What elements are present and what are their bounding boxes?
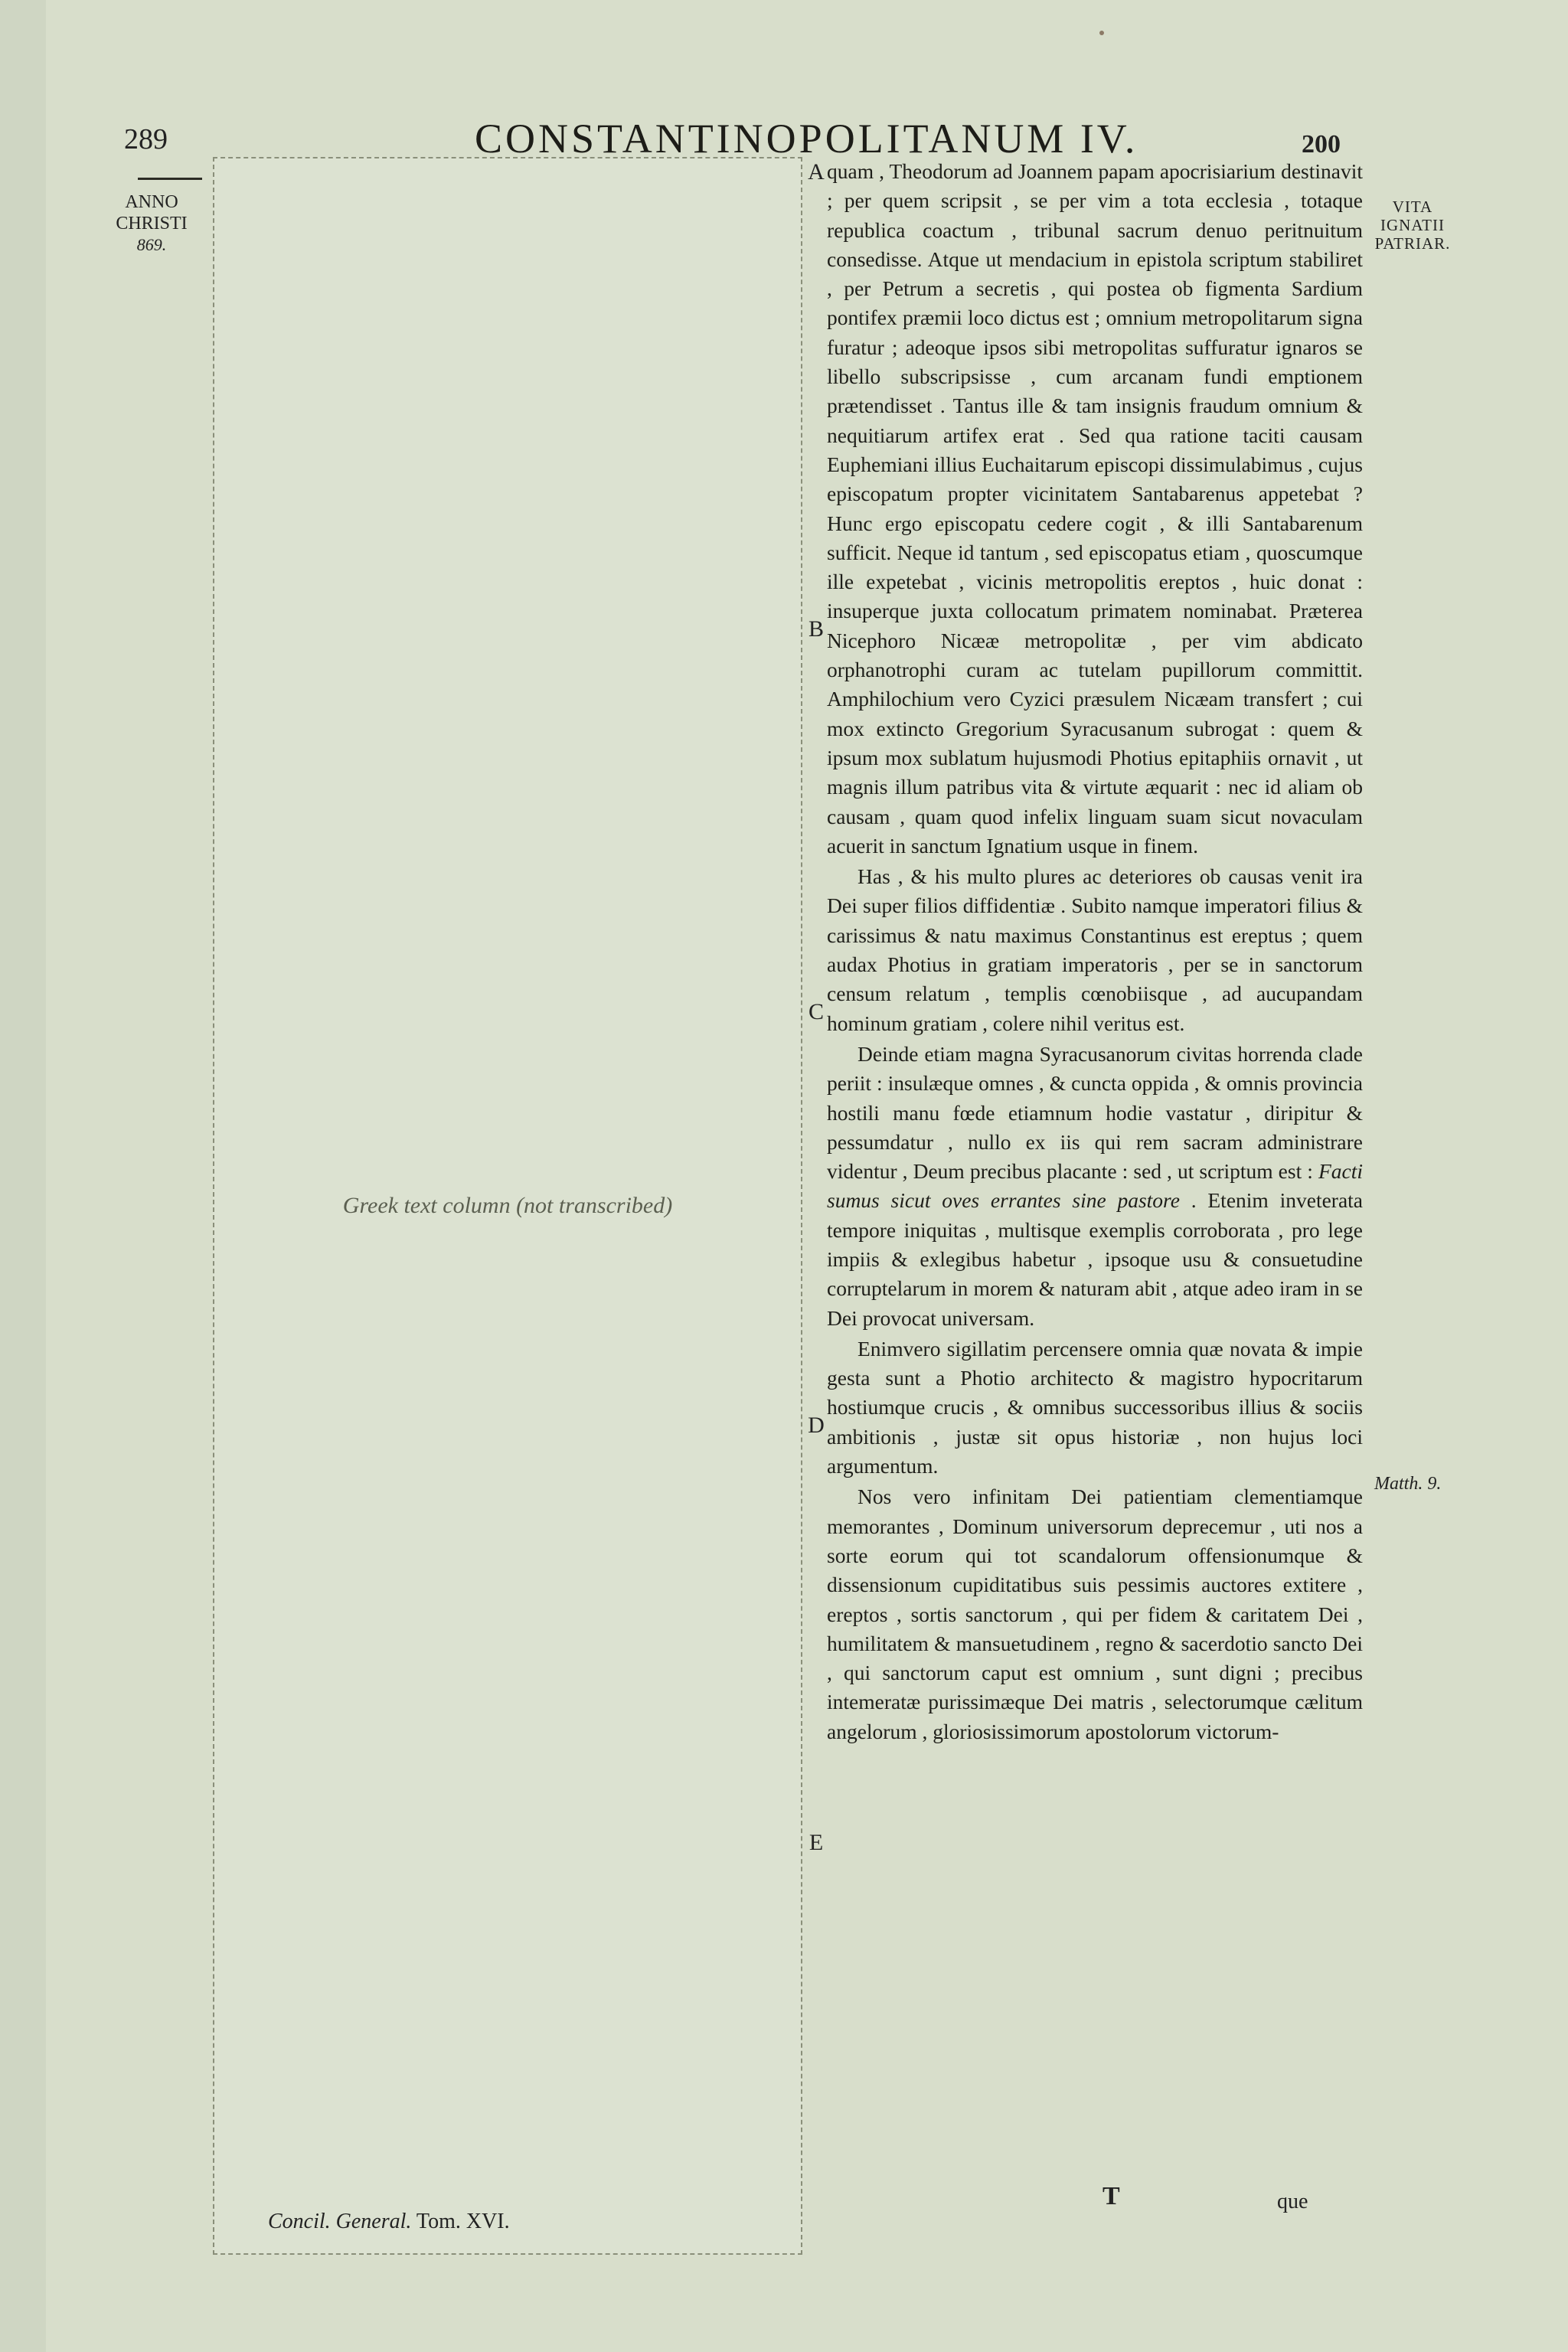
latin-paragraph-3	[827, 1040, 1363, 1333]
vita-line-2: IGNATII	[1380, 216, 1445, 234]
header-rule	[138, 178, 202, 180]
latin-paragraph-3-start: Deinde etiam magna Syracusanorum civitas horrenda clade periit : insulæque omnes , & cuncta oppida , & omnis provincia hostili manu fœde etiamnum hodie vastatur , diripitur & pessumdatur , nullo ex iis qui rem sacram administrare videntur , Deum precibus placante : sed , ut scriptum est :	[827, 1041, 1363, 1184]
year-margin-note	[106, 191, 198, 256]
vita-margin-note	[1370, 198, 1455, 253]
anno-label: ANNO	[125, 192, 178, 212]
page-number-left: 289	[124, 123, 168, 155]
greek-column-note: Greek text column (not transcribed)	[342, 1193, 673, 1218]
footer-collection	[268, 2210, 510, 2234]
footer-tome: Tom. XVI.	[416, 2210, 510, 2233]
page-number-right: 200	[1302, 130, 1341, 158]
latin-paragraph-5: Nos vero infinitam Dei patientiam clementiamque memorantes , Dominum universorum deprecemur , uti nos a sorte eorum qui tot scandalorum offensionumque & dissensionum cupiditatibus suis pessimis auctores extitere , ereptos , sortis sanctorum , qui per fidem & caritatem Dei , humilitatem & mansuetudinem , regno & sacerdotio sancto Dei , qui sanctorum caput est omnium , sunt digni ; precibus intemeratæ purissimæque Dei matris , selectorumque cælitum angelorum , gloriosissimorum apostolorum victorum-	[827, 1485, 1363, 1743]
vita-line-1: VITA	[1392, 198, 1433, 216]
catchword: que	[1277, 2190, 1308, 2213]
section-marker-a: A	[808, 159, 825, 185]
book-page	[46, 0, 1568, 2352]
scripture-quote: Facti sumus sicut oves errantes sine pastore	[827, 1159, 1363, 1213]
signature-mark: T	[1102, 2182, 1120, 2210]
section-marker-e: E	[808, 1830, 824, 1855]
scripture-reference: Matth. 9.	[1374, 1474, 1442, 1494]
vita-line-3: PATRIAR.	[1374, 234, 1451, 253]
christi-label: CHRISTI	[116, 214, 188, 234]
section-marker-b: B	[808, 616, 824, 642]
latin-paragraph-3-end: . Etenim inveterata tempore iniquitas , multisque exemplis corroborata , pro lege impiis & exlegibus habetur , ipsoque usu & consuetudine corruptelarum in morem & naturam abit , atque adeo iram in se Dei provocat universam.	[827, 1188, 1363, 1330]
section-marker-d: D	[808, 1413, 825, 1438]
latin-paragraph-2: Has , & his multo plures ac deteriores ob causas venit ira Dei super filios diffidentiæ . Subito namque imperatori filius & carissimus & natu maximus Constantinus est ereptus ; quem audax Photius in gratiam imperatoris , per se in sanctorum censum relatum , templis cœnobiisque , ad aucupandam hominum gratiam , colere nihil veritus est.	[827, 864, 1363, 1035]
latin-paragraph-4: Enimvero sigillatim percensere omnia quæ novata & impie gesta sunt a Photio architecto & magistro hypocritarum hostiumque crucis , & omnibus successoribus illius & sociis ambitionis , justæ sit opus historiæ , non hujus loci argumentum.	[827, 1336, 1363, 1478]
footer-collection-name: Concil. General.	[268, 2210, 412, 2233]
year-label: 869.	[136, 235, 167, 254]
greek-text-column	[213, 157, 802, 2255]
running-title: CONSTANTINOPOLITANUM IV.	[475, 116, 1138, 162]
section-marker-c: C	[808, 999, 824, 1024]
paper-speck	[1099, 31, 1104, 35]
latin-paragraph-1: quam , Theodorum ad Joannem papam apocrisiarium destinavit ; per quem scripsit , se per vim a tota ecclesia , totaque republica coactum , tribunal sacrum denuo peritnuitum consedisse. Atque ut mendacium in epistola scriptum stabiliret , per Petrum a secretis , qui postea ob figmenta Sardium pontifex præmii loco dictus est ; omnium metropolitarum signa furatur ; adeoque ipsos sibi metropolitas suffuratur ignaros se libello subscripsisse , cum arcanam fundi emptionem prætendisset . Tantus ille & tam insignis fraudum omnium & nequitiarum artifex erat . Sed qua ratione taciti causam Euphemiani illius Euchaitarum episcopi dissimulabimus , cujus episcopatum propter vicinitatem Santabarenus appetebat ? Hunc ergo episcopatu cedere cogit , & illi Santabarenum sufficit. Neque id tantum , sed episcopatus etiam , quoscumque ille expetebat , vicinis metropolitis ereptos , huic donat : insuperque juxta collocatum primatem nominabat. Præterea Nicephoro Nicææ metropolitæ , per vim abdicato orphanotrophi curam ac tutelam pupillorum committit. Amphilochium vero Cyzici præsulem Nicæam transfert ; cui mox extincto Gregorium Syracusanum subrogat : quem & ipsum mox sublatum hujusmodi Photius epitaphiis ornavit , ut magnis illum patribus vita & virtute æquarit : nec id aliam ob causam , quam quod infelix linguam suam sicut novaculam acuerit in sanctum Ignatium usque in finem.	[827, 159, 1363, 858]
latin-text-column	[827, 157, 1363, 1746]
